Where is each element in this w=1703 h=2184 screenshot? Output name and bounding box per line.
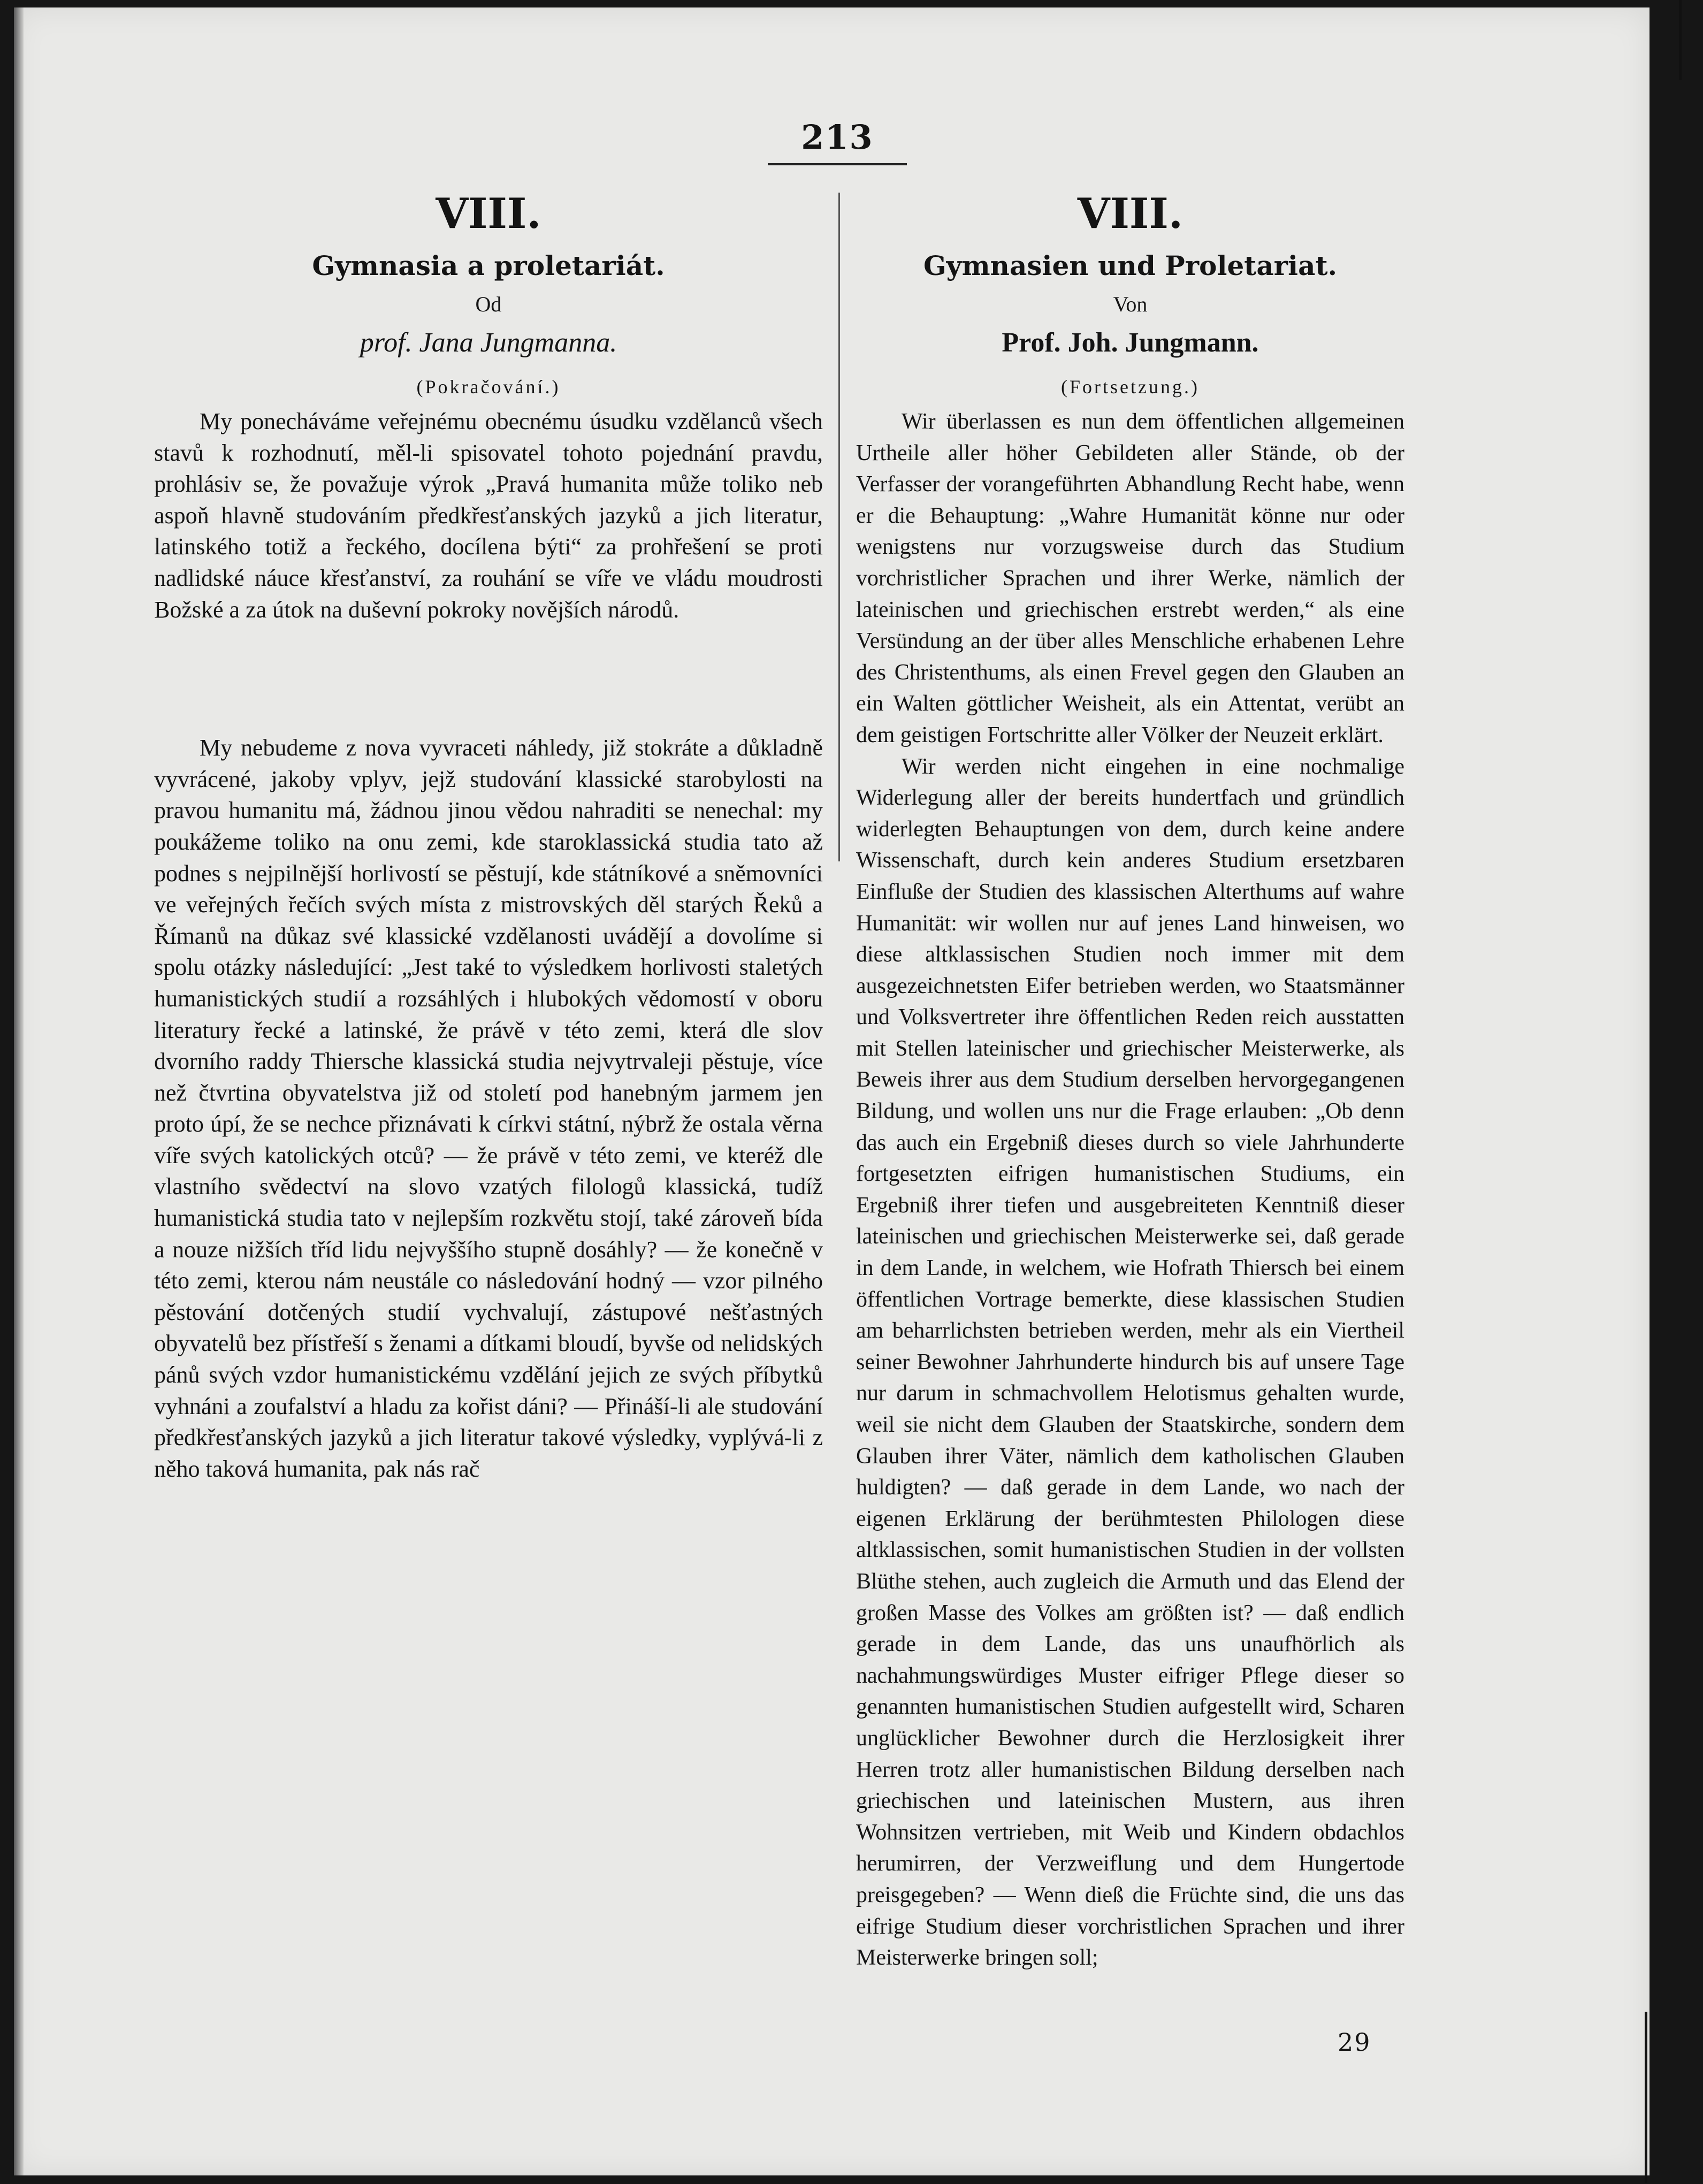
byline-prefix: Od — [475, 292, 502, 316]
paragraph: My ponecháváme veřejnému obecnému úsudku vzdělanců všech stavů k rozhodnutí, měl-li spisovatel tohoto pojednání pravdu, prohlásiv se, že považuje výrok „Pravá humanita může toliko neb aspoň hlavně studováním předkřesťanských jazyků a jich literatur, latinského totiž a řeckého, docílena býti“ za prohřešení se proti nadlidské náuce křesťanství, za rouhání se víře ve vládu moudrosti Božské a za útok na duševní pokroky novějších národů. — [154, 408, 823, 623]
paragraph: My nebudeme z nova vyvraceti náhledy, již stokráte a důkladně vyvrácené, jakoby vplyv, jejž studování klassické starobylosti na pravou humanitu má, žádnou jinou vědou nahraditi se nenechal: my poukážeme toliko na onu zemi, kde staroklassická studia tato až podnes s nejpilnější horlivostí se pěstují, kde státníkové a sněmovníci ve veřejných řečích svých místa z mistrovských děl starých Řeků a Římanů na důkaz své klassické vzdělanosti uvádějí a dovolíme si spolu otázky následující: „Jest také to výsledkem horlivosti staletých humanistických studií a rozsáhlých i hlubokých vědomostí v oboru literatury řecké a latinské, že právě v této zemi, která dle slov dvorního raddy Thiersche klassická studia nejvytrvaleji pěstuje, více než čtvrtina obyvatelstva již od století pod hanebným jarmem jen proto úpí, že se nechce přiznávati k církvi státní, nýbrž že ostala věrna víře svých katolických otců? — že právě v této zemi, ve kteréž dle vlastního svědectví na slovo vzatých filologů klassická, tudíž humanistická studia tato v nejlepším rozkvětu stojí, také zároveň bída a nouze nižších tříd lidu nejvyššího stupně dosáhly? — že konečně v této zemi, kterou nám neustále co následování hodný — vzor pilného pěstování dotčených studií vychvalují, zástupové nešťastných obyvatelů bez přístřeší s ženami a dítkami bloudí, byvše od nelidských pánů svých vzdor humanistickému vzdělání jejich ze svých příbytků vyhnáni a zoufalství a hladu za kořist dáni? — Přináší-li ale studování předkřesťanských jazyků a jich literatur takové výsledky, vyplývá-li z něho taková humanita, pak nás rač — [154, 735, 823, 1482]
page-number: 213 — [801, 118, 874, 157]
page-number-rule — [768, 163, 907, 165]
paragraph: Wir werden nicht eingehen in eine nochmalige Widerlegung aller der bereits hundertfach und gründlich widerlegten Behauptungen von dem, durch keine andere Wissenschaft, durch kein anderes Studium ersetzbaren Einfluße der Studien des klassischen Alterthums auf wahre Humanität: wir wollen nur auf jenes Land hinweisen, wo diese altklassischen Studien noch immer mit dem ausgezeichnetsten Eifer betrieben werden, wo Staatsmänner und Volksvertreter ihre öffentlichen Reden reich ausstatten mit Stellen lateinischer und griechischer Meisterwerke, als Beweis ihrer aus dem Studium derselben hervorgegangenen Bildung, und wollen uns nur die Frage erlauben: „Ob denn das auch ein Ergebniß dieses durch so viele Jahrhunderte fortgesetzten eifrigen humanistischen Studiums, ein Ergebniß ihrer tiefen und ausgebreiteten Kenntniß dieser lateinischen und griechischen Meisterwerke sei, daß gerade in dem Lande, in welchem, wie Hofrath Thiersch bei einem öffentlichen Vortrage bemerkte, diese klassischen Studien am beharrlichsten betrieben werden, mehr als ein Viertheil seiner Bewohner Jahrhunderte hindurch bis auf unsere Tage nur darum in schmachvollem Helotismus gehalten wurde, weil sie nicht dem Glauben der Staatskirche, sondern dem Glauben ihrer Väter, nämlich dem katholischen Glauben huldigten? — daß gerade in dem Lande, wo nach der eigenen Erklärung der berühmtesten Philologen diese altklassischen, somit humanistischen Studien in der vollsten Blüthe stehen, auch zugleich die Armuth und das Elend der großen Masse des Volkes am größten ist? — daß endlich gerade in dem Lande, das uns unaufhörlich als nachahmungswürdiges Muster eifriger Pflege dieser so genannten humanistischen Studien aufgestellt wird, Scharen unglücklicher Bewohner durch die Herzlosigkeit ihrer Herren trotz aller humanistischen Bildung derselben nach griechischen und lateinischen Mustern, aus ihren Wohnsitzen vertrieben, mit Weib und Kindern obdachlos herumirren, der Verzweiflung und dem Hungertode preisgegeben? — Wenn dieß die Früchte sind, die uns das eifrige Studium dieser vorchristlichen Sprachen und ihrer Meisterwerke bringen soll; — [856, 754, 1404, 1971]
scan-edge-mark-bottom — [1645, 2012, 1647, 2183]
column-divider — [838, 193, 840, 861]
article-title: Gymnasien und Proletariat. — [923, 250, 1338, 281]
byline-prefix: Von — [1113, 292, 1148, 316]
czech-column — [154, 185, 823, 1485]
author-name: prof. Jana Jungmanna. — [360, 327, 617, 358]
author-name: Prof. Joh. Jungmann. — [1002, 327, 1259, 358]
article-title: Gymnasia a proletariát. — [312, 250, 665, 281]
continuation-note: (Fortsetzung.) — [1061, 376, 1200, 398]
german-column — [856, 185, 1404, 1974]
scan-edge-mark — [1679, 0, 1682, 80]
continuation-note: (Pokračování.) — [416, 376, 561, 398]
paragraph: Wir überlassen es nun dem öffentlichen allgemeinen Urtheile aller höher Gebildeten aller Stände, ob der Verfasser der vorangeführten Abhandlung Recht habe, wenn er die Behauptung: „Wahre Humanität könne nur oder wenigstens nur vorzugsweise durch das Studium vorchristlicher Sprachen und ihrer Werke, nämlich der lateinischen und griechischen erstrebt werden,“ als eine Versündung an der über alles Menschliche erhabenen Lehre des Christenthums, als einen Frevel gegen den Glauben an ein Walten göttlicher Weisheit, als ein Attentat, verübt an dem geistigen Fortschritte aller Völker der Neuzeit erklärt. — [856, 409, 1404, 747]
section-number: VIII. — [436, 189, 541, 238]
section-number: VIII. — [1077, 189, 1183, 238]
printer-signature-mark: 29 — [1338, 2028, 1371, 2057]
paragraph-gap — [154, 625, 823, 732]
book-spine-shadow — [14, 7, 24, 2175]
